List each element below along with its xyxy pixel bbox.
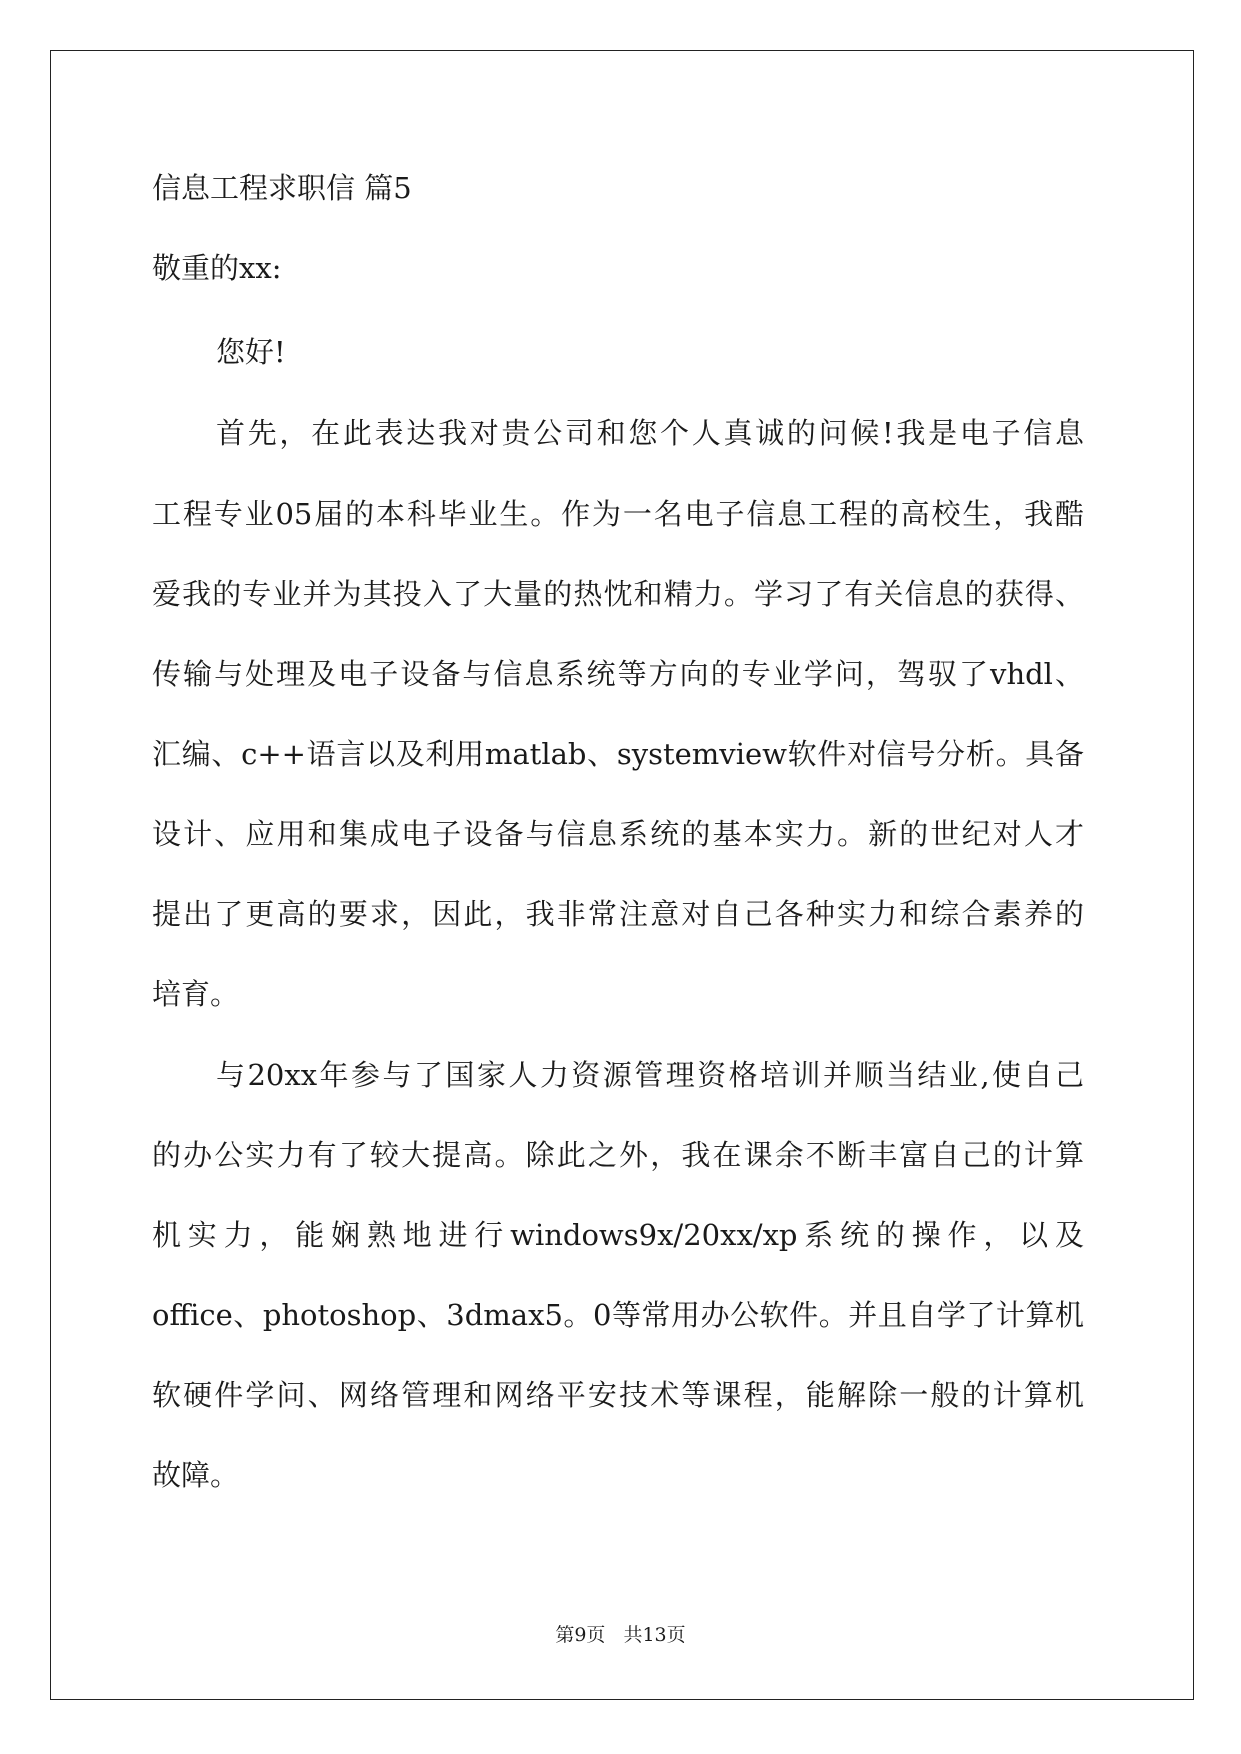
- page-number: 第9页: [555, 1624, 606, 1646]
- page-footer: [0, 1626, 1241, 1645]
- paragraph-line: 机实力，能娴熟地进行windows9x/20xx/xp系统的操作，以及: [152, 1218, 1084, 1252]
- paragraph-line: 与20xx年参与了国家人力资源管理资格培训并顺当结业,使自己: [216, 1058, 1084, 1092]
- page-border: [50, 50, 1194, 1700]
- page-total: 共13页: [623, 1624, 686, 1646]
- paragraph-line: 传输与处理及电子设备与信息系统等方向的专业学问，驾驭了vhdl、: [152, 657, 1084, 691]
- salutation: 敬重的xx:: [152, 251, 282, 285]
- paragraph-line: 提出了更高的要求，因此，我非常注意对自己各种实力和综合素养的: [152, 897, 1084, 931]
- paragraph-line: 工程专业05届的本科毕业生。作为一名电子信息工程的高校生，我酷: [152, 497, 1084, 531]
- paragraph-line: 的办公实力有了较大提高。除此之外，我在课余不断丰富自己的计算: [152, 1138, 1084, 1172]
- paragraph-line: 汇编、c++语言以及利用matlab、systemview软件对信号分析。具备: [152, 737, 1084, 771]
- paragraph-line: 故障。: [152, 1458, 240, 1492]
- paragraph-line: 爱我的专业并为其投入了大量的热忱和精力。学习了有关信息的获得、: [152, 577, 1084, 611]
- greeting: 您好!: [216, 335, 286, 369]
- paragraph-line: 设计、应用和集成电子设备与信息系统的基本实力。新的世纪对人才: [152, 817, 1084, 851]
- paragraph-line: office、photoshop、3dmax5。0等常用办公软件。并且自学了计算机: [152, 1298, 1084, 1332]
- document-title: 信息工程求职信 篇5: [152, 171, 412, 205]
- paragraph-line: 软硬件学问、网络管理和网络平安技术等课程，能解除一般的计算机: [152, 1378, 1084, 1412]
- paragraph-line: 培育。: [152, 977, 240, 1011]
- paragraph-line: 首先，在此表达我对贵公司和您个人真诚的问候!我是电子信息: [216, 416, 1084, 450]
